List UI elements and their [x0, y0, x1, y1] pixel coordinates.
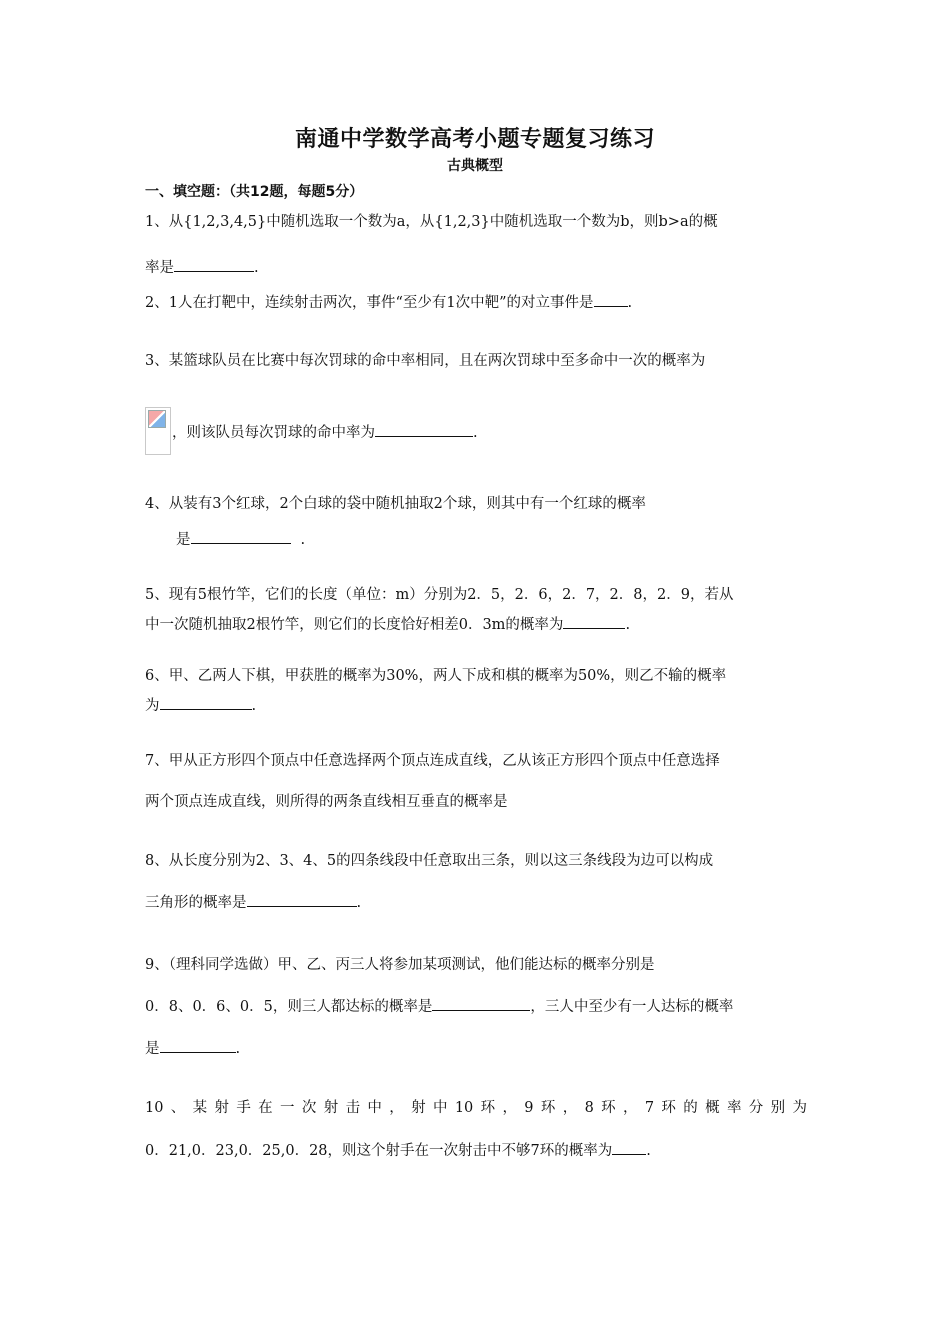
q4-line2	[176, 529, 776, 550]
q10-end: .	[646, 1143, 651, 1159]
q3-text: ，则该队员每次罚球的命中率为	[172, 425, 375, 441]
q9-line3	[145, 1038, 807, 1059]
page-subtitle: 古典概型	[447, 158, 503, 174]
answer-blank	[160, 1038, 236, 1053]
broken-image-icon	[145, 407, 171, 455]
answer-blank	[247, 892, 357, 907]
answer-blank	[174, 257, 254, 272]
q1-text: 率是	[145, 260, 174, 276]
q9-line2	[145, 996, 807, 1017]
q5-text: 中一次随机抽取2根竹竿，则它们的长度恰好相差0．3m的概率为	[145, 617, 564, 633]
answer-blank	[160, 695, 252, 710]
q6-end: .	[251, 698, 257, 714]
q7-line1: 7、甲从正方形四个顶点中任意选择两个顶点连成直线，乙从该正方形四个顶点中任意选择	[145, 753, 720, 769]
q3-line2	[172, 422, 812, 443]
answer-blank	[375, 422, 473, 437]
q2-line1	[145, 292, 807, 313]
answer-blank	[432, 996, 530, 1011]
answer-blank	[191, 529, 291, 544]
image-placeholder-icon	[148, 410, 166, 428]
q5-end: .	[625, 617, 631, 633]
q4-text: 是	[176, 532, 191, 548]
q6-line2	[145, 695, 807, 716]
section-heading: 一、填空题：（共12题，每题5分）	[145, 184, 364, 200]
q6-line1: 6、甲、乙两人下棋，甲获胜的概率为30%，两人下成和棋的概率为50%，则乙不输的概率	[145, 668, 727, 684]
q9-end: .	[235, 1041, 241, 1057]
q7-line2: 两个顶点连成直线，则所得的两条直线相互垂直的概率是	[145, 794, 508, 810]
q9-line1: 9、（理科同学选做）甲、乙、丙三人将参加某项测试，他们能达标的概率分别是	[145, 957, 655, 973]
q8-line1: 8、从长度分别为2、3、4、5的四条线段中任意取出三条，则以这三条线段为边可以构成	[145, 853, 714, 869]
q2-text: 2、1人在打靶中，连续射击两次，事件“至少有1次中靶”的对立事件是	[145, 295, 594, 311]
q10-line1: 10、某射手在一次射击中，射中10环，9环，8环，7环的概率分别为	[145, 1100, 807, 1116]
page-title: 南通中学数学高考小题专题复习练习	[294, 127, 655, 152]
q3-end: .	[473, 425, 478, 441]
q1-line2	[145, 257, 807, 278]
answer-blank	[594, 292, 628, 307]
q5-line1: 5、现有5根竹竿，它们的长度（单位：m）分别为2．5，2．6，2．7，2．8，2．9，若从	[145, 587, 734, 603]
q9-text: 0．8、0．6、0．5，则三人都达标的概率是	[145, 999, 433, 1015]
answer-blank	[612, 1140, 646, 1155]
q3-line1: 3、某篮球队员在比赛中每次罚球的命中率相同，且在两次罚球中至多命中一次的概率为	[145, 353, 706, 369]
q8-text: 三角形的概率是	[145, 895, 247, 911]
q6-text: 为	[145, 698, 160, 714]
q1-end: .	[254, 260, 259, 276]
q2-end: .	[627, 295, 633, 311]
q10-line2	[145, 1140, 807, 1161]
q8-line2	[145, 892, 807, 913]
q1-line1: 1、从{1,2,3,4,5}中随机选取一个数为a，从{1,2,3}中随机选取一个数为b，则b>a的概	[145, 214, 718, 230]
q9-text2: 是	[145, 1041, 160, 1057]
q9-mid: ，三人中至少有一人达标的概率	[530, 999, 734, 1015]
q5-line2	[145, 614, 807, 635]
q4-line1: 4、从装有3个红球，2个白球的袋中随机抽取2个球，则其中有一个红球的概率	[145, 496, 646, 512]
q4-end: .	[300, 532, 306, 548]
q8-end: .	[356, 895, 362, 911]
q10-text: 0．21,0．23,0．25,0．28，则这个射手在一次射击中不够7环的概率为	[145, 1143, 613, 1159]
answer-blank	[563, 614, 625, 629]
